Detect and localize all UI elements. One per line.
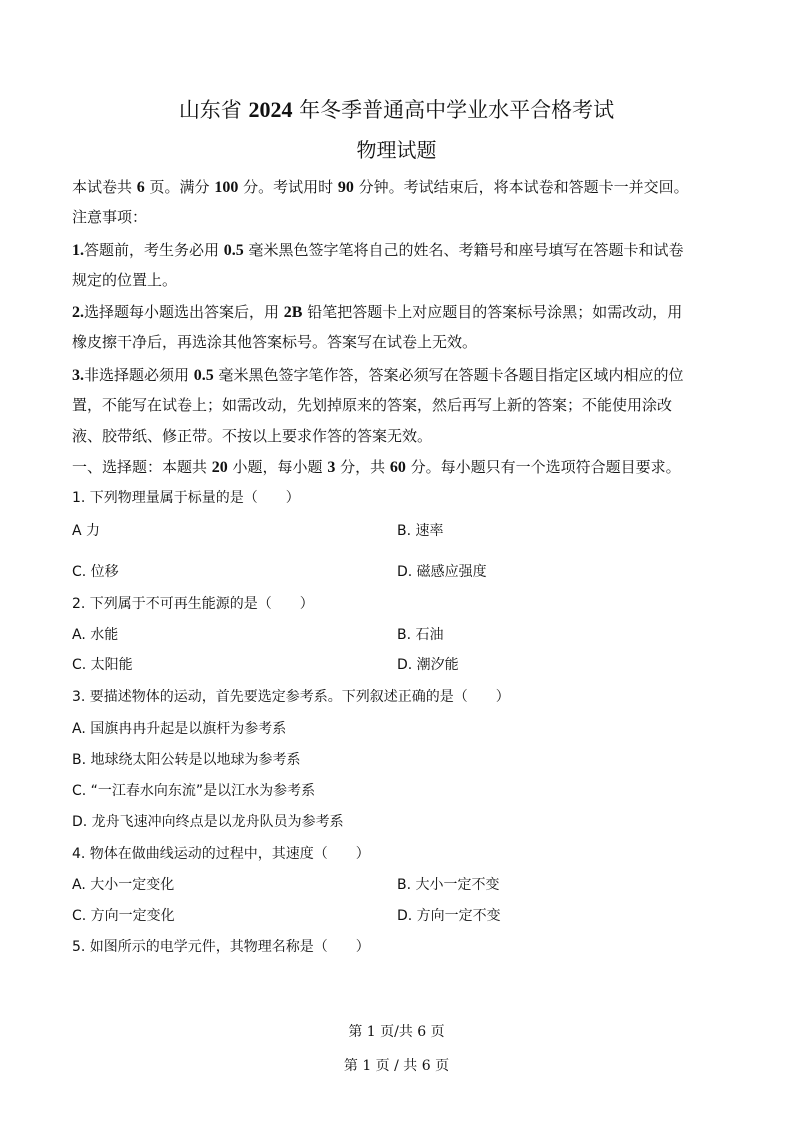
text-segment: 2024 — [248, 97, 293, 122]
q1-option-d: D. 磁感应强度 — [397, 564, 487, 580]
text-segment: 3. — [72, 367, 84, 384]
text-segment: 0.5 — [223, 242, 244, 259]
note-1-cont: 规定的位置上。 — [72, 271, 178, 289]
question-1: 1. 下列物理量属于标量的是（ ） — [72, 490, 300, 506]
exam-title — [0, 96, 793, 124]
note-1 — [72, 240, 684, 261]
q4-option-a: A. 大小一定变化 — [72, 877, 175, 893]
text-segment: 小题，每小题 — [227, 458, 328, 476]
text-segment: 山东省 — [178, 98, 249, 122]
text-segment: 分钟。考试结束后，将本试卷和答题卡一并交回。 — [353, 178, 689, 196]
q1-option-a: A 力 — [72, 523, 101, 539]
q2-option-a: A. 水能 — [72, 627, 119, 643]
q4-option-d: D. 方向一定不变 — [397, 908, 501, 924]
q2-option-d: D. 潮汐能 — [397, 657, 459, 673]
question-5: 5. 如图所示的电学元件，其物理名称是（ ） — [72, 939, 370, 955]
text-segment: 2. — [72, 304, 84, 321]
note-3-cont: 置，不能写在试卷上；如需改动，先划掉原来的答案，然后再写上新的答案；不能使用涂改 — [72, 396, 673, 414]
text-segment: 20 — [211, 459, 228, 476]
text-segment: 2B — [283, 304, 303, 321]
text-segment: 选择题每小题选出答案后，用 — [84, 303, 284, 321]
q2-option-c: C. 太阳能 — [72, 657, 133, 673]
page-footer: 第 1 页/共 6 页 — [348, 1024, 445, 1040]
notice-heading: 注意事项： — [72, 208, 148, 226]
text-segment: 答题前，考生务必用 — [84, 241, 224, 259]
q4-option-b: B. 大小一定不变 — [397, 877, 500, 893]
q4-option-c: C. 方向一定变化 — [72, 908, 175, 924]
text-segment: 一、选择题：本题共 — [72, 458, 212, 476]
text-segment: 铅笔把答题卡上对应题目的答案标号涂黑；如需改动，用 — [302, 303, 683, 321]
q1-option-b: B. 速率 — [397, 523, 444, 539]
text-segment: 100 — [214, 179, 239, 196]
note-2 — [72, 302, 682, 323]
note-3-cont2: 液、胶带纸、修正带。不按以上要求作答的答案无效。 — [72, 427, 433, 445]
text-segment: 本试卷共 — [72, 178, 137, 196]
text-segment: 60 — [389, 459, 406, 476]
text-segment: 分。每小题只有一个选项符合题目要求。 — [405, 458, 681, 476]
text-segment: 3 — [327, 459, 336, 476]
text-segment: 分，共 — [335, 458, 390, 476]
q3-option-b: B. 地球绕太阳公转是以地球为参考系 — [72, 752, 301, 768]
q1-option-c: C. 位移 — [72, 564, 119, 580]
q3-option-d: D. 龙舟飞速冲向终点是以龙舟队员为参考系 — [72, 814, 344, 830]
section-heading — [72, 457, 681, 478]
page-number: 第 1 页 / 共 6 页 — [343, 1058, 450, 1074]
text-segment: 年冬季普通高中学业水平合格考试 — [292, 98, 615, 122]
exam-subtitle: 物理试题 — [356, 138, 437, 162]
question-2: 2. 下列属于不可再生能源的是（ ） — [72, 596, 314, 612]
question-4: 4. 物体在做曲线运动的过程中，其速度（ ） — [72, 846, 370, 862]
text-segment: 6 — [136, 179, 145, 196]
question-3: 3. 要描述物体的运动，首先要选定参考系。下列叙述正确的是（ ） — [72, 689, 510, 705]
text-segment: 毫米黑色签字笔作答，答案必须写在答题卡各题目指定区域内相应的位 — [213, 366, 684, 384]
text-segment: 毫米黑色签字笔将自己的姓名、考籍号和座号填写在答题卡和试卷 — [243, 241, 684, 259]
note-2-cont: 橡皮擦干净后，再选涂其他答案标号。答案写在试卷上无效。 — [72, 333, 478, 351]
q3-option-c: C. “一江春水向东流”是以江水为参考系 — [72, 783, 316, 799]
text-segment: 非选择题必须用 — [84, 366, 194, 384]
text-segment: 0.5 — [193, 367, 214, 384]
q2-option-b: B. 石油 — [397, 627, 444, 643]
text-segment: 90 — [337, 179, 354, 196]
q3-option-a: A. 国旗冉冉升起是以旗杆为参考系 — [72, 721, 287, 737]
intro-text — [72, 177, 689, 198]
text-segment: 1. — [72, 242, 84, 259]
text-segment: 分。考试用时 — [238, 178, 338, 196]
text-segment: 页。满分 — [144, 178, 215, 196]
note-3 — [72, 365, 684, 386]
